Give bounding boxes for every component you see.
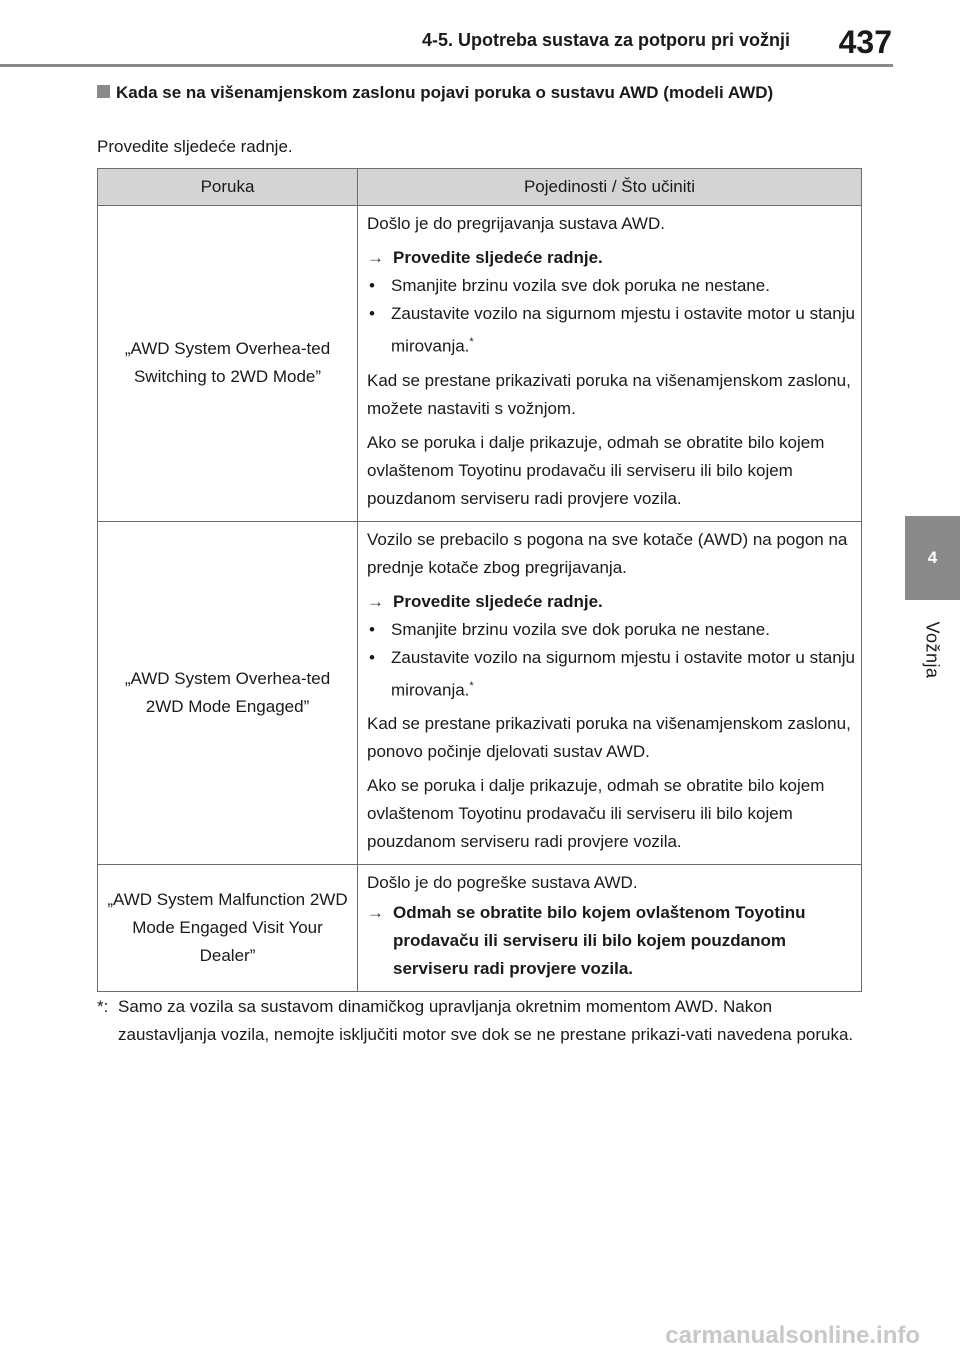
footnote-marker: *: [469, 679, 474, 692]
bullet-icon: •: [369, 276, 375, 295]
detail-intro: Došlo je do pregrijavanja sustava AWD.: [367, 214, 665, 233]
watermark: carmanualsonline.info: [665, 1322, 920, 1349]
chapter-tab-label: [904, 610, 960, 700]
detail-closing: Ako se poruka i dalje prikazuje, odmah se obratite bilo kojem ovlaštenom Toyotinu prodavaču ili serviseru ili bilo kojem pouzdanom serviseru radi provjere vozila.: [367, 776, 825, 852]
table-row: [98, 865, 862, 992]
arrow-right-icon: →: [367, 903, 384, 923]
header-divider: [0, 64, 893, 67]
footnote-mark: *:: [97, 997, 109, 1016]
square-bullet-icon: [97, 85, 110, 98]
footnote: [97, 993, 867, 1049]
action-text: Provedite sljedeće radnje.: [393, 591, 603, 611]
details-cell: [358, 206, 862, 522]
list-item-text: Smanjite brzinu vozila sve dok poruka ne nestane.: [391, 276, 770, 295]
column-header-message: Poruka: [98, 169, 358, 206]
list-item-text: Zaustavite vozilo na sigurnom mjestu i ostavite motor u stanju mirovanja.: [391, 647, 855, 700]
details-cell: [358, 865, 862, 992]
detail-intro: Vozilo se prebacilo s pogona na sve kotače (AWD) na pogon na prednje kotače zbog pregrijavanja.: [367, 529, 848, 577]
list-item: [367, 616, 855, 644]
message-cell: „AWD System Malfunction 2WD Mode Engaged Visit Your Dealer”: [98, 865, 358, 992]
details-cell: [358, 521, 862, 865]
list-item: [367, 300, 855, 361]
list-item: [367, 644, 855, 705]
page-number: 437: [838, 24, 892, 60]
arrow-right-icon: →: [367, 248, 384, 267]
list-item-text: Smanjite brzinu vozila sve dok poruka ne nestane.: [391, 619, 770, 639]
footnote-marker: *: [469, 336, 474, 348]
detail-closing: Ako se poruka i dalje prikazuje, odmah se obratite bilo kojem ovlaštenom Toyotinu prodavaču ili serviseru ili bilo kojem pouzdanom serviseru radi provjere vozila.: [367, 432, 825, 508]
action-line: [367, 899, 855, 983]
action-text: Provedite sljedeće radnje.: [393, 248, 603, 267]
list-item-text: Zaustavite vozilo na sigurnom mjestu i ostavite motor u stanju mirovanja.: [391, 304, 855, 356]
detail-after: Kad se prestane prikazivati poruka na višenamjenskom zaslonu, možete nastaviti s vožnjom.: [367, 370, 851, 418]
section-intro: Provedite sljedeće radnje.: [97, 137, 293, 156]
chapter-tab-label-text: Vožnja: [922, 621, 943, 679]
bullet-icon: •: [369, 647, 375, 667]
table-header-row: [98, 169, 862, 206]
message-table: [97, 168, 862, 992]
chapter-tab[interactable]: 4: [905, 516, 960, 600]
action-line: [367, 588, 855, 616]
bullet-icon: •: [369, 619, 375, 639]
page-header: [0, 0, 960, 68]
table-row: [98, 521, 862, 865]
section-heading-text: Kada se na višenamjenskom zaslonu pojavi poruka o sustavu AWD (modeli AWD): [116, 83, 774, 102]
column-header-details: Pojedinosti / Što učiniti: [358, 169, 862, 206]
list-item: [367, 272, 855, 300]
arrow-right-icon: →: [367, 591, 384, 611]
action-text: Odmah se obratite bilo kojem ovlaštenom Toyotinu prodavaču ili serviseru ili bilo kojem pouzdanom serviseru radi provjere vozila.: [393, 903, 806, 979]
chapter-title: 4-5. Upotreba sustava za potporu pri vožnji: [421, 30, 790, 50]
message-cell: „AWD System Overhea-ted Switching to 2WD Mode”: [98, 206, 358, 522]
detail-after: Kad se prestane prikazivati poruka na višenamjenskom zaslonu, ponovo počinje djelovati sustav AWD.: [367, 714, 851, 762]
bullet-icon: •: [369, 304, 375, 323]
footnote-text: Samo za vozila sa sustavom dinamičkog upravljanja okretnim momentom AWD. Nakon zaustavljanja vozila, nemojte isključiti motor sve dok se ne prestane prikazi-vati navedena poruka.: [118, 997, 854, 1044]
detail-intro: Došlo je do pogreške sustava AWD.: [367, 873, 638, 893]
message-cell: „AWD System Overhea-ted 2WD Mode Engaged”: [98, 521, 358, 865]
action-line: [367, 244, 855, 272]
table-row: [98, 206, 862, 522]
section-heading: [97, 82, 877, 104]
